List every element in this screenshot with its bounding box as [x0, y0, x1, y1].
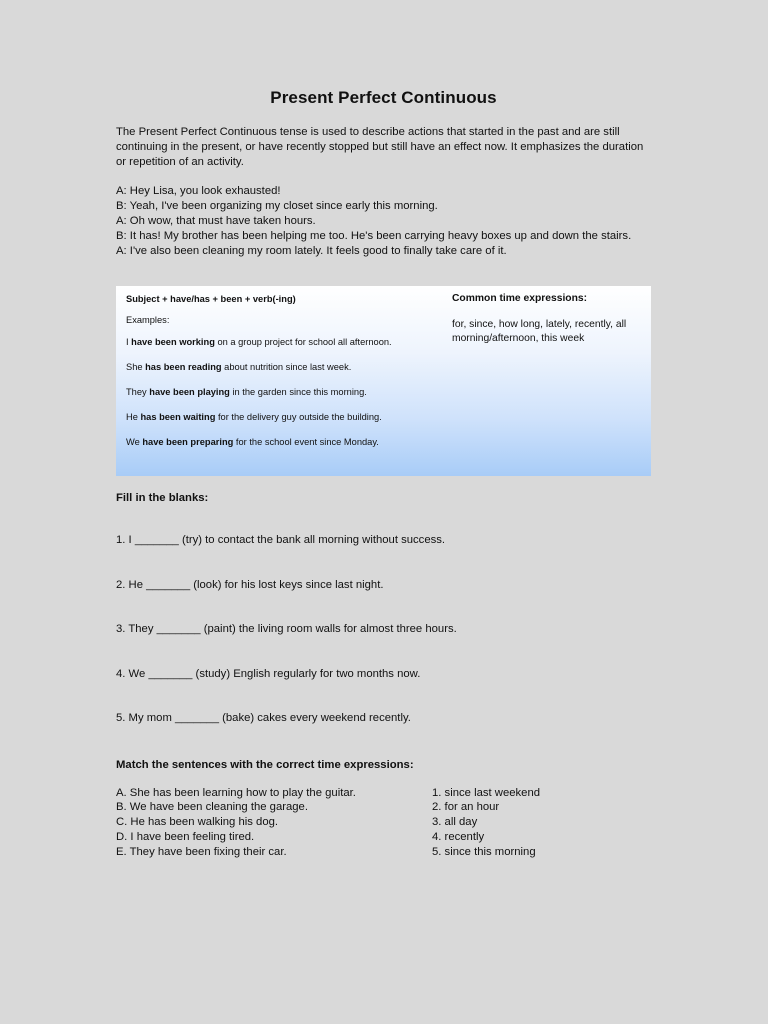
fill-blank-item: 1. I _______ (try) to contact the bank all morning without success.	[116, 534, 446, 546]
match-exercise	[116, 786, 651, 860]
example-verb: have been preparing	[142, 437, 234, 447]
dialogue-line: B: Yeah, I've been organizing my closet since early this morning.	[116, 200, 438, 212]
time-expressions-column	[452, 293, 648, 346]
example-text: She	[126, 362, 146, 372]
example-text: He	[126, 412, 141, 422]
example-sentence	[126, 360, 446, 375]
match-sentence: A. She has been learning how to play the guitar.	[116, 786, 356, 799]
example-sentence	[126, 435, 446, 450]
match-expression: 3. all day	[432, 816, 478, 829]
match-sentence: D. I have been feeling tired.	[116, 830, 255, 843]
grammar-box	[116, 286, 651, 476]
dialogue-line: A: I've also been cleaning my room lately. It feels good to finally take care of it.	[116, 245, 507, 257]
example-sentence	[126, 385, 446, 400]
dialogue-line: B: It has! My brother has been helping me too. He's been carrying heavy boxes up and down the stairs.	[116, 230, 632, 242]
example-text: on a group project for school all afternoon.	[214, 337, 392, 347]
fill-blank-item: 5. My mom _______ (bake) cakes every weekend recently.	[116, 712, 411, 724]
intro-paragraph: The Present Perfect Continuous tense is used to describe actions that started in the past and are still continuing in the present, or have recently stopped but still have an effect now. It emphasizes the duration or repetition of an activity.	[116, 126, 644, 168]
match-sentence: B. We have been cleaning the garage.	[116, 801, 308, 814]
example-verb: has been waiting	[140, 412, 216, 422]
dialogue-line: A: Oh wow, that must have taken hours.	[116, 215, 316, 227]
grammar-formula: Subject + have/has + been + verb(-ing)	[126, 294, 296, 304]
fill-blanks-list	[116, 534, 651, 757]
example-verb: has been reading	[145, 362, 222, 372]
fill-blank-item: 2. He _______ (look) for his lost keys since last night.	[116, 578, 384, 591]
match-heading: Match the sentences with the correct time expressions:	[116, 758, 414, 771]
match-expression: 2. for an hour	[432, 801, 500, 814]
match-sentence: C. He has been walking his dog.	[116, 816, 279, 829]
example-text: in the garden since this morning.	[229, 387, 367, 397]
page-title: Present Perfect Continuous	[270, 88, 497, 107]
example-text: They	[126, 387, 150, 397]
time-expressions-list: for, since, how long, lately, recently, all morning/afternoon, this week	[452, 319, 627, 344]
match-expression: 5. since this morning	[432, 845, 536, 858]
example-text: I	[126, 337, 132, 347]
example-verb: have been working	[131, 337, 215, 347]
example-verb: have been playing	[149, 387, 230, 397]
dialogue-line: A: Hey Lisa, you look exhausted!	[116, 185, 281, 197]
example-text: for the school event since Monday.	[233, 437, 379, 447]
match-expression: 4. recently	[432, 830, 485, 843]
example-text: for the delivery guy outside the building.	[215, 412, 382, 422]
match-expressions	[432, 786, 652, 860]
example-sentence	[126, 335, 446, 350]
dialogue	[116, 184, 651, 259]
match-sentences	[116, 786, 426, 860]
examples-label: Examples:	[126, 315, 170, 325]
grammar-examples-column	[126, 294, 446, 460]
example-sentence	[126, 410, 446, 425]
fill-blank-item: 3. They _______ (paint) the living room walls for almost three hours.	[116, 623, 457, 635]
match-expression: 1. since last weekend	[432, 786, 541, 799]
match-sentence: E. They have been fixing their car.	[116, 845, 287, 858]
time-expressions-heading: Common time expressions:	[452, 293, 588, 304]
fill-blank-item: 4. We _______ (study) English regularly for two months now.	[116, 667, 421, 680]
example-text: We	[126, 437, 143, 447]
worksheet-page	[116, 88, 651, 859]
example-text: about nutrition since last week.	[221, 362, 352, 372]
fill-blanks-heading: Fill in the blanks:	[116, 492, 209, 504]
